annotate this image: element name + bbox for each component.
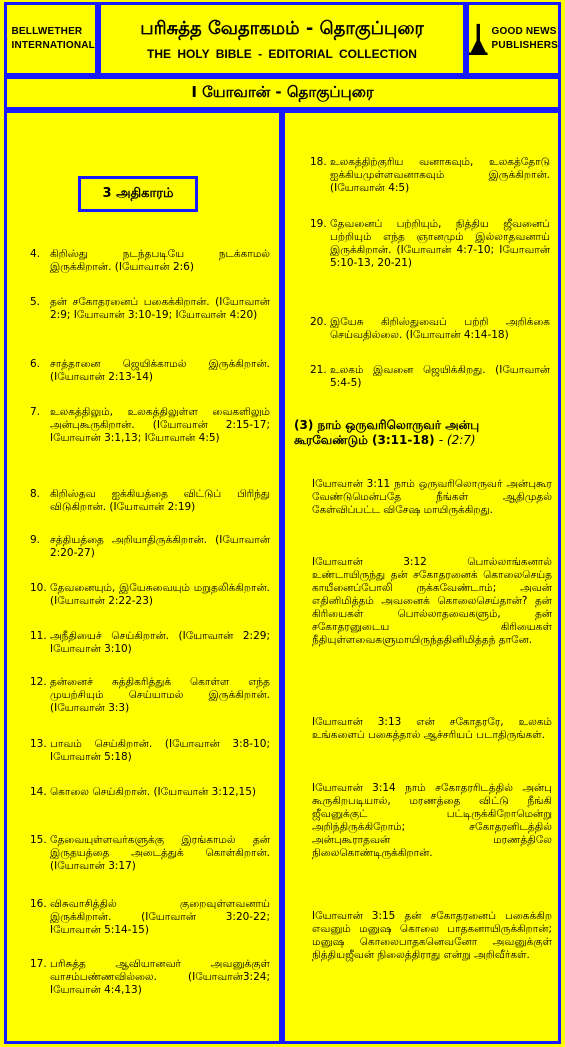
- list-item: [30, 898, 270, 937]
- right-logo-line1: GOOD NEWS: [491, 26, 557, 37]
- item-text: பரிசுத்த ஆவியானவர் அவனுக்குள் வாசம்பண்ணவில்லை. (Iயோவான்3:24; Iயோவான் 4:4,13): [50, 958, 270, 996]
- item-number: 7.: [30, 406, 41, 418]
- item-text: உலகம் இவனை ஜெயிக்கிறது. (Iயோவான் 5:4-5): [330, 364, 550, 389]
- left-logo-line2: INTERNATIONAL: [11, 40, 95, 51]
- left-logo-box: [4, 2, 98, 76]
- item-text: கிறிஸ்து நடந்தபடியே நடக்காமல் இருக்கிறான். (Iயோவான் 2:6): [50, 248, 270, 273]
- list-item: [310, 316, 550, 342]
- list-item: [30, 786, 270, 799]
- item-number: 14.: [30, 786, 47, 798]
- right-logo-line2: PUBLISHERS: [491, 40, 558, 51]
- item-text: அநீதியைச் செய்கிறான். (Iயோவான் 2:29; Iயோவான் 3:10): [50, 630, 270, 655]
- right-logo-text: [492, 25, 558, 53]
- item-text: இயேசு கிறிஸ்துவைப் பற்றி அறிக்கை செய்வதில்லை. (Iயோவான் 4:14-18): [330, 316, 550, 341]
- list-item: [30, 630, 270, 656]
- item-text: தன் சகோதரனைப் பகைக்கிறான். (Iயோவான் 2:9; Iயோவான் 3:10-19; Iயோவான் 4:20): [50, 296, 270, 321]
- section-heading-label: (3) நாம் ஒருவரிலொருவர் அன்பு கூரவேண்டும் (3:11-18): [294, 418, 480, 447]
- list-item: [30, 488, 270, 514]
- verse-paragraph: Iயோவான் 3:13 என் சகோதரரே, உலகம் உங்களைப் பகைத்தால் ஆச்சரியப் படாதிருங்கள்.: [312, 716, 552, 741]
- title-english: THE HOLY BIBLE - EDITORIAL COLLECTION: [147, 47, 417, 61]
- left-logo-line1: BELLWETHER: [11, 26, 83, 37]
- verse-paragraph: Iயோவான் 3:15 தன் சகோதரனைப் பகைக்கிற எவனும் மனுஷ கொலை பாதகனாயிருக்கிறான்; மனுஷ கொலைபாதகனெவனோ அவனுக்குள் நித்தியஜீவன் நிலைத்திராது என்று அறிவீர்கள்.: [312, 910, 552, 961]
- item-text: சத்தியத்தை அறியாதிருக்கிறான். (Iயோவான் 2:20-27): [50, 534, 270, 559]
- verse-paragraph: Iயோவான் 3:12 பொல்லாங்கனால் உண்டாயிருந்து தன் சகோதரனைக் கொலைசெய்த காயீனைப்போலி ருக்கவேண்டாம்; அவன் எதினிமித்தம் அவனைக் கொலைசெய்தான்? தன் கிரியைகள் பொல்லாதவைகளும், தன் சகோதரனுடைய கிரியைகள் நீதியுள்ளவைகளுமாயிருந்ததினிமித்தந் தானே.: [312, 556, 552, 646]
- chapter-label: 3 அதிகாரம்: [102, 186, 174, 201]
- list-item: [30, 834, 270, 873]
- subtitle-bar: [4, 76, 561, 110]
- verse-paragraph: Iயோவான் 3:14 நாம் சகோதரரிடத்தில் அன்பு கூருகிறபடியால், மரணத்தை விட்டு நீங்கி ஜீவனுக்குட் பட்டிருக்கிறோமென்று அறிந்திருக்கிறோம்; சகோதரனிடத்தில் அன்புகூராதவன் மரணத்திலே நிலைகொண்டிருக்கிறான்.: [312, 782, 552, 859]
- item-text: தேவனைப் பற்றியும், நித்திய ஜீவனைப் பற்றியும் எந்த ஞானமும் இல்லாதவனாய் இருக்கிறான். (Iயோவான் 4:7-10; Iயோவான் 5:10-13, 20-21): [330, 218, 550, 269]
- item-number: 10.: [30, 582, 47, 594]
- item-number: 9.: [30, 534, 41, 546]
- item-text: தேவனையும், இயேசுவையும் மறுதலிக்கிறான். (Iயோவான் 2:22-23): [50, 582, 270, 607]
- list-item: [310, 218, 550, 270]
- title-tamil: பரிசுத்த வேதாகமம் - தொகுப்புரை: [140, 18, 424, 39]
- item-text: கொலை செய்கிறான். (Iயோவான் 3:12,15): [50, 786, 257, 798]
- right-logo-box: [466, 2, 561, 76]
- list-item: [30, 582, 270, 608]
- list-item: [30, 296, 270, 322]
- item-number: 15.: [30, 834, 47, 846]
- section-heading: [294, 418, 552, 448]
- item-number: 5.: [30, 296, 41, 308]
- item-number: 13.: [30, 738, 47, 750]
- item-number: 17.: [30, 958, 47, 970]
- list-item: [310, 364, 550, 390]
- item-text: தன்னைச் சுத்திகரித்துக் கொள்ள எந்த முயற்சியும் செய்யாமல் இருக்கிறான். (Iயோவான் 3:3): [50, 676, 270, 714]
- section-heading-ref: - (2:7): [438, 433, 476, 447]
- item-number: 12.: [30, 676, 47, 688]
- item-number: 20.: [310, 316, 327, 328]
- list-item: [30, 738, 270, 764]
- list-item: [30, 534, 270, 560]
- list-item: [30, 958, 270, 997]
- item-text: பாவம் செய்கிறான். (Iயோவான் 3:8-10; Iயோவான் 5:18): [50, 738, 270, 763]
- item-text: தேவையுள்ளவர்களுக்கு இரங்காமல் தன் இருதயத்தை அடைத்துக் கொள்கிறான். (Iயோவான் 3:17): [50, 834, 270, 872]
- item-text: விசுவாசித்தில் குறைவுள்ளவனாய் இருக்கிறான். (Iயோவான் 3:20-22; Iயோவான் 5:14-15): [50, 898, 270, 936]
- list-item: [30, 676, 270, 715]
- chapter-box: [78, 176, 198, 212]
- item-text: கிறிஸ்தவ ஐக்கியத்தை விட்டுப் பிரிந்து விடுகிறான். (Iயோவான் 2:19): [50, 488, 270, 513]
- list-item: [30, 358, 270, 384]
- item-number: 8.: [30, 488, 41, 500]
- verse-paragraph: Iயோவான் 3:11 நாம் ஒருவரிலொருவர் அன்புகூர வேண்டுமென்பதே நீங்கள் ஆதிமுதல் கேள்விப்பட்ட விசேஷ மாயிருக்கிறது.: [312, 478, 552, 516]
- left-logo-text: [11, 25, 95, 53]
- item-text: உலகத்திற்குரிய வனாகவும், உலகத்தோடு ஐக்கியமுள்ளவனாகவும் இருக்கிறான். (Iயோவான் 4:5): [330, 156, 550, 194]
- item-text: உலகத்திலும், உலகத்திலுள்ள வைகளிலும் அன்புகூருகிறான். (Iயோவான் 2:15-17; Iயோவான் 3:1,13; Iயோவான் 4:5): [50, 406, 270, 444]
- item-number: 19.: [310, 218, 327, 230]
- title-box: [98, 2, 466, 76]
- item-number: 11.: [30, 630, 47, 642]
- item-number: 6.: [30, 358, 41, 370]
- item-number: 4.: [30, 248, 41, 260]
- item-number: 18.: [310, 156, 327, 168]
- item-text: சாத்தானை ஜெயிக்காமல் இருக்கிறான். (Iயோவான் 2:13-14): [50, 358, 270, 383]
- list-item: [30, 248, 270, 274]
- list-item: [310, 156, 550, 195]
- item-number: 21.: [310, 364, 327, 376]
- subtitle-text: I யோவான் - தொகுப்புரை: [191, 83, 374, 101]
- trumpet-icon: [469, 19, 488, 59]
- list-item: [30, 406, 270, 445]
- item-number: 16.: [30, 898, 47, 910]
